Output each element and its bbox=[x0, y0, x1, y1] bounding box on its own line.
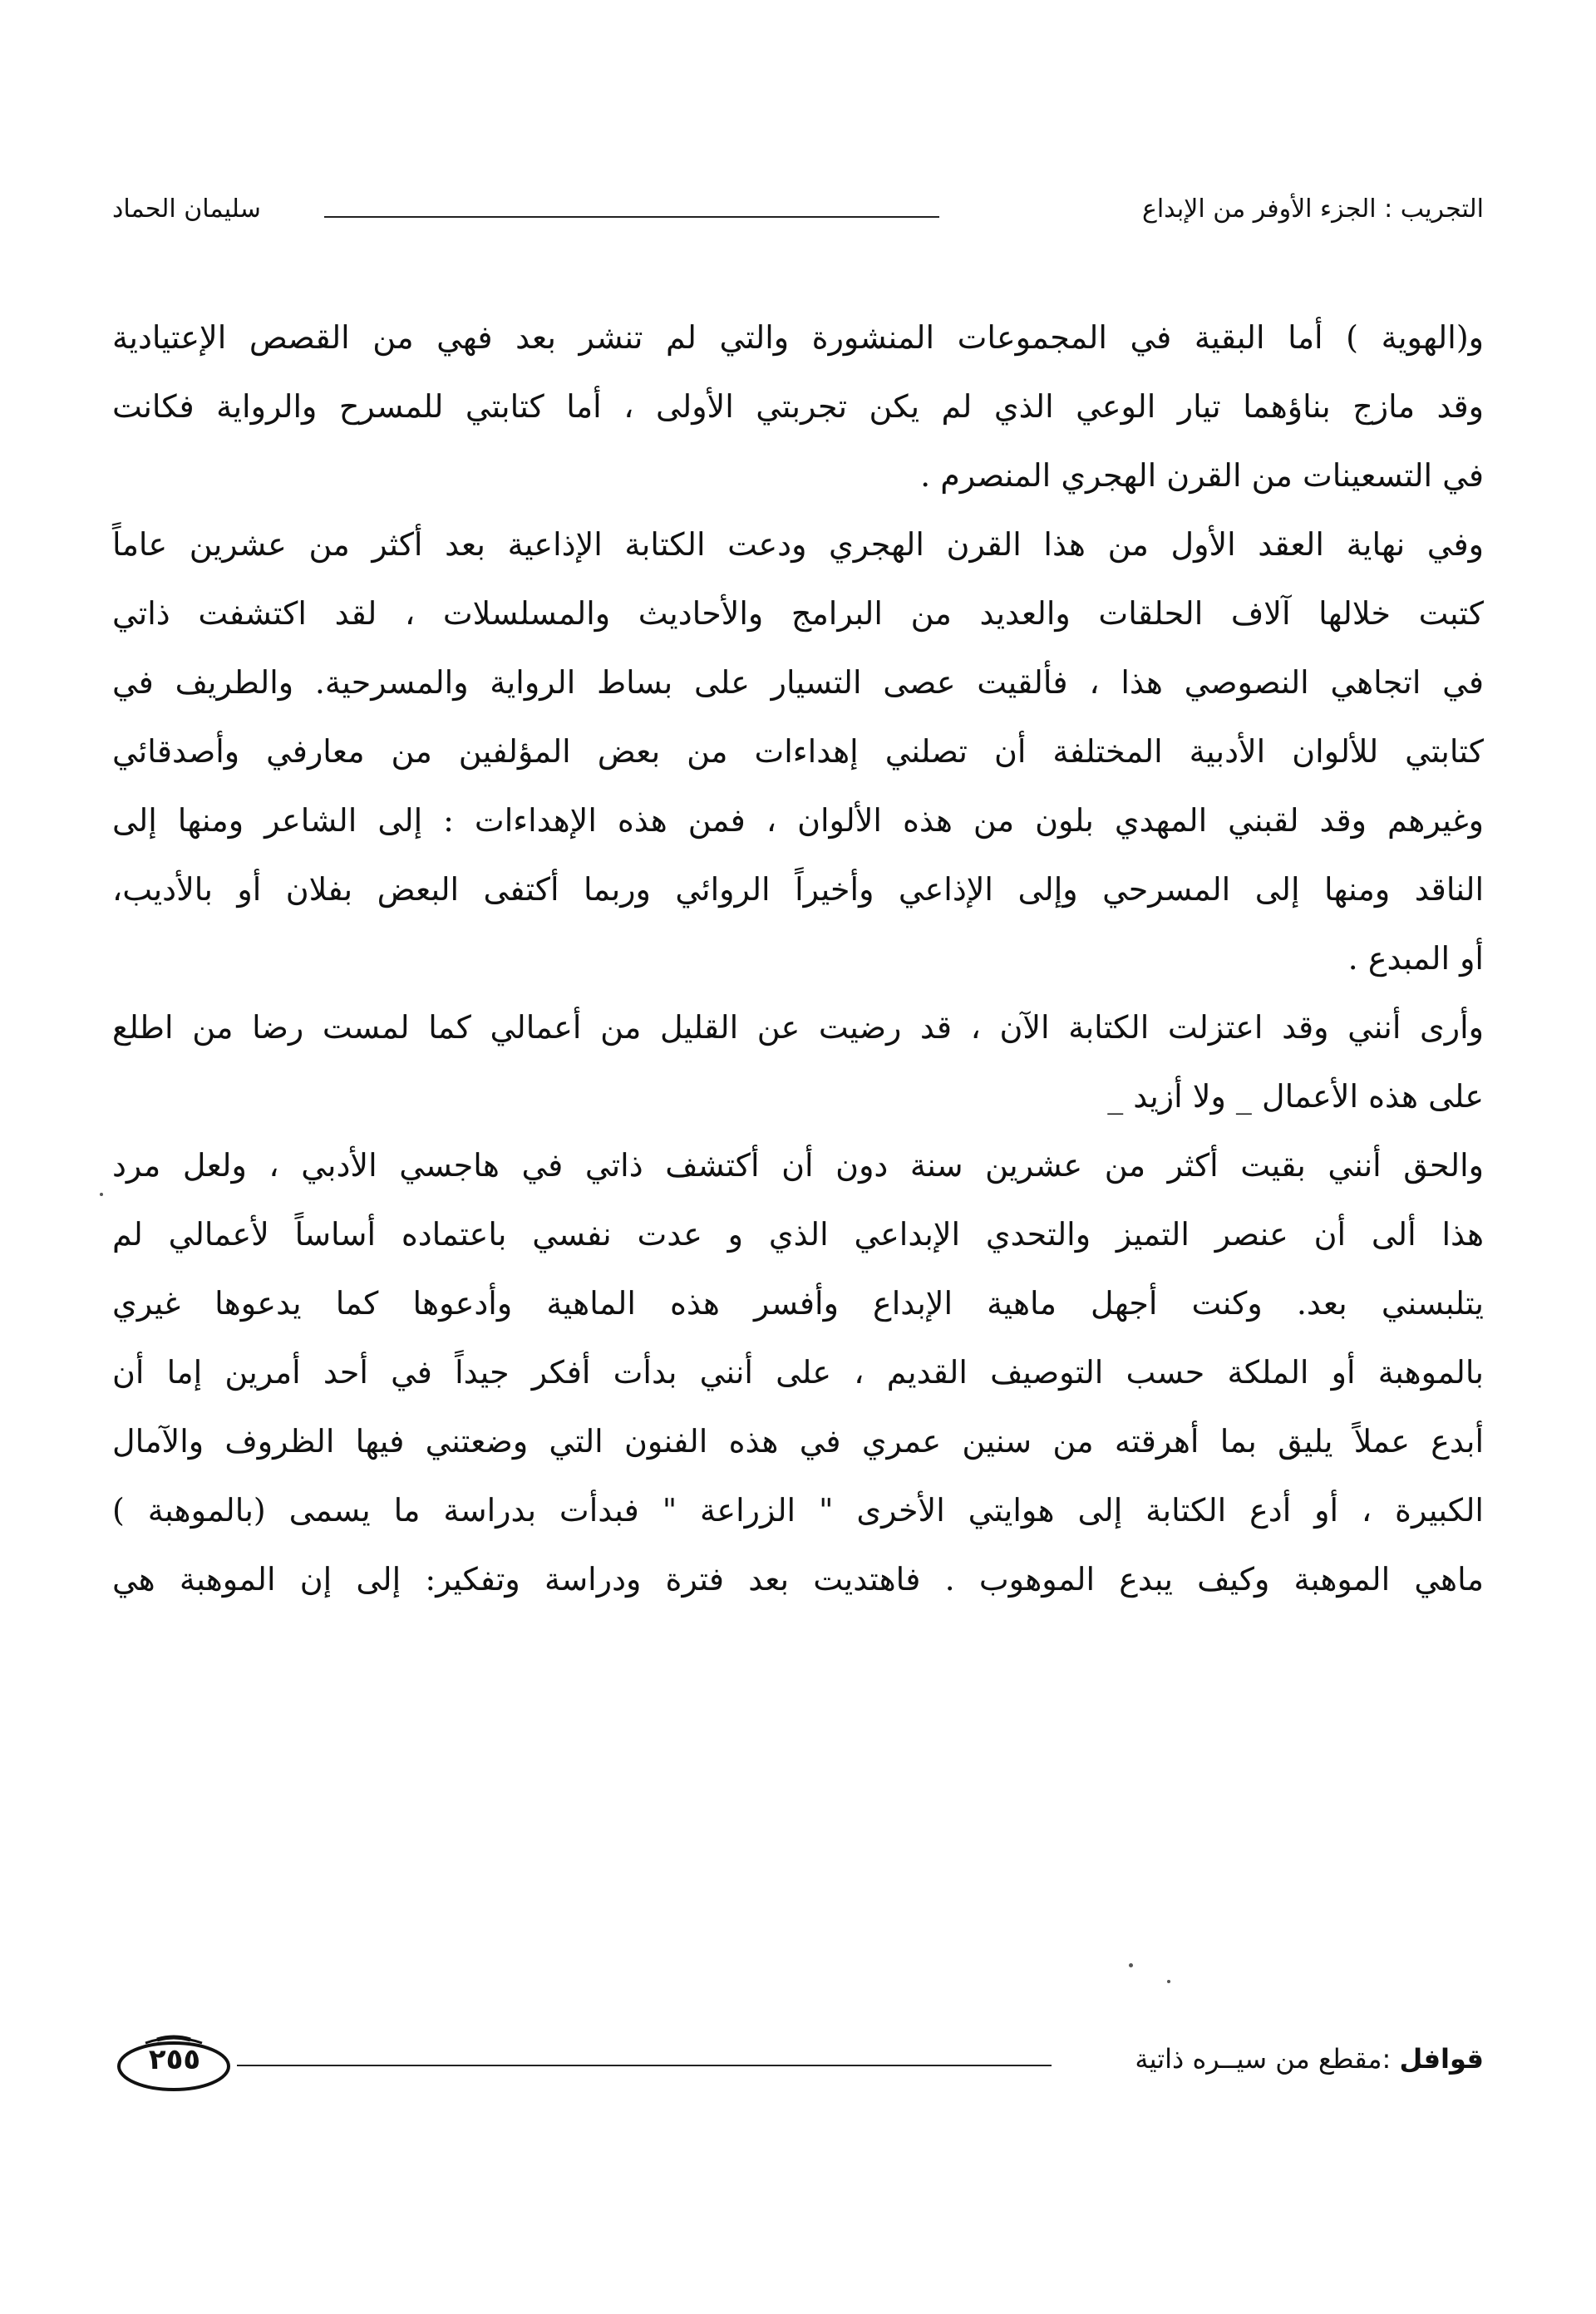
page-number: ٢٥٥ bbox=[148, 2043, 201, 2076]
scan-speck bbox=[1167, 1980, 1170, 1983]
text-line: و(الهوية ) أما البقية في المجموعات المنشورة والتي لم تنشر بعد فهي من القصص الإعتيادية bbox=[112, 319, 1484, 356]
text-line: في التسعينات من القرن الهجري المنصرم . bbox=[920, 457, 1484, 494]
header-title: التجريب : الجزء الأوفر من الإبداع bbox=[1141, 194, 1484, 224]
text-line: ماهي الموهبة وكيف يبدع الموهوب . فاهتديت بعد فترة ودراسة وتفكير: إلى إن الموهبة هي bbox=[112, 1561, 1484, 1598]
text-line: وغيرهم وقد لقبني المهدي بلون من هذه الألوان ، فمن هذه الإهداءات : إلى الشاعر ومنها إلى bbox=[112, 802, 1484, 839]
footer-label bbox=[1135, 2043, 1484, 2075]
header-author: سليمان الحماد bbox=[112, 194, 261, 224]
text-line: وفي نهاية العقد الأول من هذا القرن الهجري ودعت الكتابة الإذاعية بعد أكثر من عشرين عاماً bbox=[112, 526, 1484, 563]
scan-speck bbox=[100, 1193, 103, 1196]
text-line: وأرى أنني وقد اعتزلت الكتابة الآن ، قد رضيت عن القليل من أعمالي كما لمست رضا من اطلع bbox=[112, 1009, 1484, 1046]
text-line: هذا ألى أن عنصر التميز والتحدي الإبداعي الذي و عدت نفسي باعتماده أساساً لأعمالي لم bbox=[112, 1216, 1484, 1253]
text-line: الكبيرة ، أو أدع الكتابة إلى هوايتي الأخرى " الزراعة " فبدأت بدراسة ما يسمى (بالموهبة ) bbox=[112, 1492, 1484, 1529]
footer-label-rest: :مقطع من سيــره ذاتية bbox=[1135, 2043, 1400, 2075]
text-line: كتبت خلالها آلاف الحلقات والعديد من البرامج والأحاديث والمسلسلات ، لقد اكتشفت ذاتي bbox=[112, 595, 1484, 632]
header-rule bbox=[324, 216, 939, 218]
footer-label-bold: قوافل bbox=[1399, 2043, 1484, 2075]
running-header bbox=[112, 190, 1484, 239]
text-line: بالموهبة أو الملكة حسب التوصيف القديم ، على أنني بدأت أفكر جيداً في أحد أمرين إما أن bbox=[112, 1354, 1484, 1391]
running-footer bbox=[112, 2025, 1484, 2108]
text-line: على هذه الأعمال _ ولا أزيد _ bbox=[1107, 1078, 1484, 1115]
text-line: الناقد ومنها إلى المسرحي وإلى الإذاعي وأخيراً الروائي وربما أكتفى البعض بفلان أو بالأديب، bbox=[112, 871, 1484, 908]
text-line: وقد مازج بناؤهما تيار الوعي الذي لم يكن تجربتي الأولى ، أما كتابتي للمسرح والرواية فكانت bbox=[112, 388, 1484, 425]
scan-speck bbox=[1129, 1963, 1133, 1967]
text-line: والحق أنني بقيت أكثر من عشرين سنة دون أن أكتشف ذاتي في هاجسي الأدبي ، ولعل مرد bbox=[112, 1147, 1484, 1184]
footer-rule bbox=[237, 2065, 1052, 2066]
body-text bbox=[112, 303, 1484, 1614]
text-line: في اتجاهي النصوصي هذا ، فألقيت عصى التسيار على بساط الرواية والمسرحية. والطريف في bbox=[112, 664, 1484, 701]
text-line: كتابتي للألوان الأدبية المختلفة أن تصلني إهداءات من بعض المؤلفين من معارفي وأصدقائي bbox=[112, 733, 1484, 770]
text-line: أبدع عملاً يليق بما أهرقته من سنين عمري في هذه الفنون التي وضعتني فيها الظروف والآمال bbox=[112, 1423, 1484, 1460]
text-line: يتلبسني بعد. وكنت أجهل ماهية الإبداع وأفسر هذه الماهية وأدعوها كما يدعوها غيري bbox=[112, 1285, 1484, 1322]
text-line: أو المبدع . bbox=[1347, 940, 1484, 977]
page-number-badge bbox=[112, 2030, 237, 2096]
